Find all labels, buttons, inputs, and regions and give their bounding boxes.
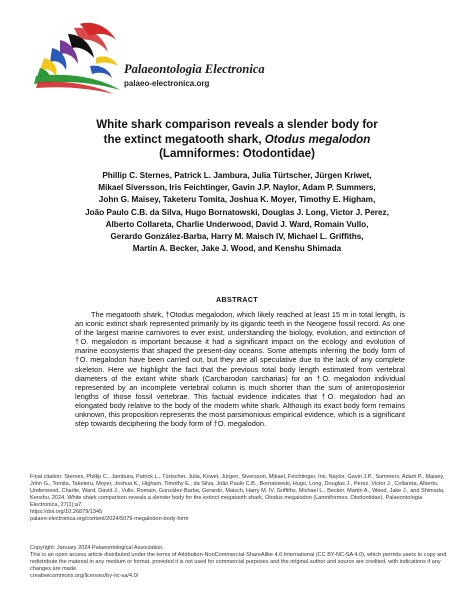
abstract-text: The megatooth shark, †Otodus megalodon, which likely reached at least 15 m in total length, is an iconic extinct shark represented primarily by its gigantic teeth in the Neogene fossil record. As one of the largest marine carnivores to ever exist, understanding the biology, evolution, and extinction of †O. megalodon is important because it had a significant impact on the ecology and evolution of marine ecosystems that shaped the present-day oceans. Some attempts inferring the body form of †O. megalodon have been carried out, but they are all speculative due to the lack of any complete skeleton. Here we highlight the fact that the previous total body length estimated from vertebral diameters of the extant white shark (Carcharodon carcharias) for an †O. megalodon individual represented by an incomplete vertebral column is much shorter than the sum of anteroposterior lengths of those fossil vertebrae. This factual evidence indicates that †O. megalodon had an elongated body relative to the body of the modern white shark. Although its exact body form remains unknown, this proposition represents the most parsimonious empirical evidence, which is a significant step towards deciphering the body form of †O. megalodon. <box>75 310 405 429</box>
title-line: (Lamniformes: Otodontidae) <box>159 147 315 160</box>
citation-doi[interactable]: https://doi.org/10.26879/1345 <box>30 509 103 516</box>
license-link[interactable]: creativecommons.org/licenses/by-nc-sa/4.0/ <box>30 573 139 580</box>
copyright-block <box>30 545 450 580</box>
article-title <box>40 118 434 162</box>
abstract-heading: ABSTRACT <box>216 295 258 304</box>
citation-block <box>30 474 450 523</box>
journal-name: Palaeontologia Electronica <box>124 62 265 76</box>
title-line <box>40 133 434 148</box>
license-text: This is an open access article distributed under the terms of Attribution-NonCommercial-ShareAlike 4.0 International (CC BY-NC-SA 4.0), which permits users to copy and redistribute the material in any medium or format, provided it is not used for commercial purposes and the original author and source are credited, with indications if any changes are made. <box>30 552 447 573</box>
copyright-line: Copyright: January 2024 Palaeontological Association. <box>30 545 164 551</box>
author-line: João Paulo C.B. da Silva, Hugo Bornatowski, Douglas J. Long, Victor J. Perez, <box>85 207 389 217</box>
author-line: Phillip C. Sternes, Patrick L. Jambura, Julia Türtscher, Jürgen Kriwet, <box>102 171 372 180</box>
journal-logo-icon <box>30 18 126 96</box>
journal-url[interactable]: palaeo-electronica.org <box>124 79 210 88</box>
author-line: Alberto Collareta, Charlie Underwood, David J. Ward, Romain Vullo, <box>105 219 369 229</box>
title-line-text: the extinct megatooth shark, <box>103 132 265 146</box>
citation-text: Final citation: Sternes, Phillip C., Jambura, Patrick L., Türtscher, Julia, Kriwet, Jürgen, Siversson, Mikael, Feichtinger, Iris, Naylor, Gavin J.P., Summers, Adam P., Maisey, John G., Tomita, Taketeru, Moyer, Joshua K., Higham, Timothy E., da Silva, João Paulo C.B., Bornatowski, Hugo, Long, Douglas J., Perez, Victor J., Collareta, Alberto, Underwood, Charlie, Ward, David J., Vullo, Romain, González-Barba, Gerardo, Maisch, Harry M. IV, Griffiths, Michael L., Becker, Martin A., Wood, Jake J., and Shimada, Kenshu. 2024. White shark comparison reveals a slender body for the extinct megatooth shark, Otodus megalodon (Lamniformes: Otodontidae). Palaeontologia Electronica, 27(1):a7. <box>30 474 445 509</box>
author-line: Martin A. Becker, Jake J. Wood, and Kenshu Shimada <box>132 244 342 254</box>
title-species: Otodus megalodon <box>264 132 371 146</box>
journal-header <box>124 62 265 88</box>
author-line: Gerardo González-Barba, Harry M. Maisch IV, Michael L. Griffiths, <box>110 232 364 242</box>
author-line: John G. Maisey, Taketeru Tomita, Joshua K. Moyer, Timothy E. Higham, <box>98 195 376 205</box>
author-line: Mikael Siversson, Iris Feichtinger, Gavin J.P. Naylor, Adam P. Summers, <box>98 183 376 193</box>
citation-link[interactable]: palaeo-electronica.org/content/2024/5079-megalodon-body-form <box>30 516 189 523</box>
author-list <box>36 170 438 255</box>
title-line: White shark comparison reveals a slender body for <box>96 118 378 131</box>
